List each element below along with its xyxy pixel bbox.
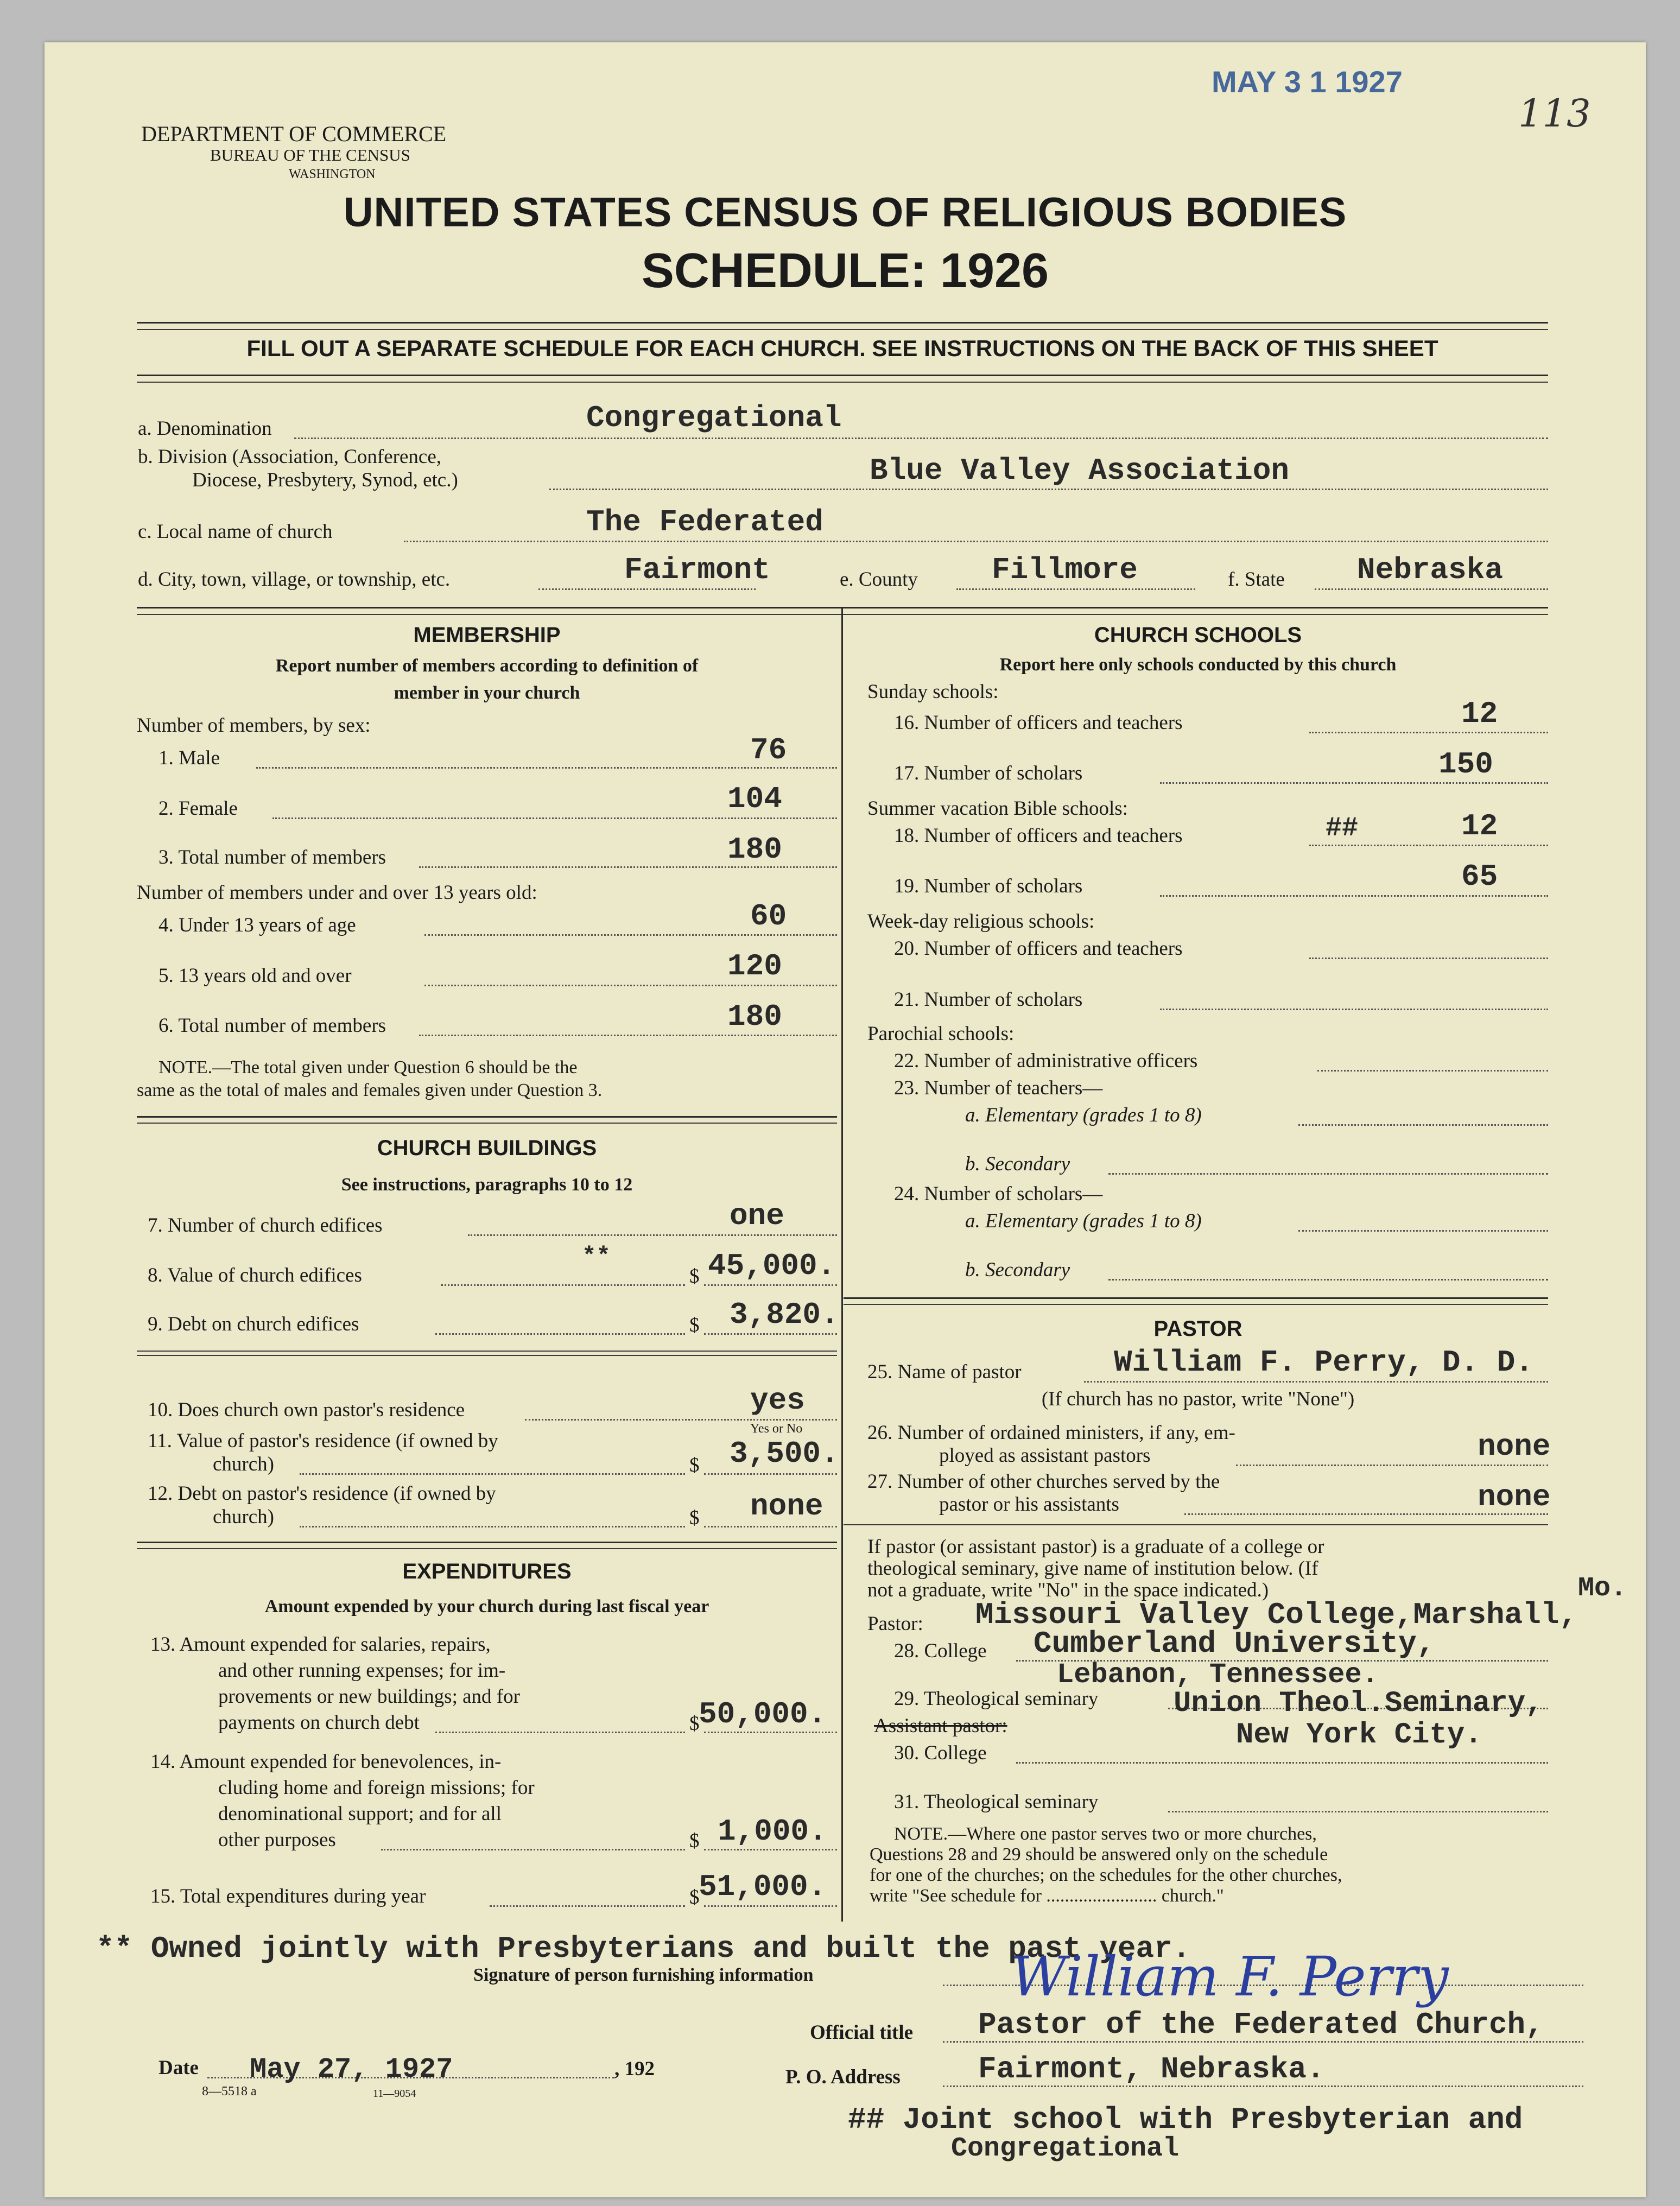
dollar-sign: $ — [689, 1314, 700, 1336]
residence-owned-hint: Yes or No — [750, 1422, 803, 1436]
division-label-line2: Diocese, Presbytery, Synod, etc.) — [192, 469, 458, 491]
dollar-sign: $ — [689, 1886, 700, 1909]
expense-q14-line: other purposes — [218, 1829, 336, 1851]
graduate-instruction-line1: If pastor (or assistant pastor) is a graduate of a college or — [867, 1536, 1324, 1558]
division-value: Blue Valley Association — [870, 453, 1289, 488]
edifices-debt-amount: 3,820. — [730, 1297, 839, 1332]
buildings-subheading: See instructions, paragraphs 10 to 12 — [341, 1175, 633, 1195]
school-q20-label: 20. Number of officers and teachers — [894, 937, 1183, 960]
membership-row-label: 1. Male — [159, 747, 220, 769]
membership-row-label: 5. 13 years old and over — [159, 965, 352, 987]
residence-value-amount: 3,500. — [730, 1436, 839, 1471]
membership-row-label: 4. Under 13 years of age — [159, 914, 356, 936]
county-value: Fillmore — [992, 553, 1138, 587]
signature-label: Signature of person furnishing information — [473, 1965, 814, 1985]
residence-debt-label-line2: church) — [213, 1506, 274, 1528]
form-number: 8—5518 a — [202, 2084, 257, 2099]
school-q17-value: 150 — [1438, 747, 1493, 782]
graduate-instruction-line3: not a graduate, write "No" in the space indicated.) — [867, 1579, 1269, 1601]
pastor-note-line4: write "See schedule for ........................ church." — [870, 1886, 1224, 1906]
department-name: DEPARTMENT OF COMMERCE — [141, 122, 447, 146]
dollar-sign: $ — [689, 1830, 700, 1852]
college-state-abbrev: Mo. — [1578, 1573, 1627, 1604]
owned-jointly-note: ** Owned jointly with Presbyterians and built the past year. — [96, 1931, 1191, 1966]
expenditures-heading: EXPENDITURES — [402, 1560, 572, 1583]
buildings-heading: CHURCH BUILDINGS — [377, 1136, 597, 1160]
expense-total-amount: 51,000. — [699, 1869, 827, 1904]
membership-row-value: 104 — [727, 782, 782, 816]
residence-value-label-line1: 11. Value of pastor's residence (if owned by — [148, 1430, 498, 1452]
schools-subheading: Report here only schools conducted by this church — [999, 655, 1397, 675]
pastor-note-line2: Questions 28 and 29 should be answered only on the schedule — [870, 1844, 1328, 1865]
school-q18-value: 12 — [1461, 809, 1498, 844]
parochial-schools-label: Parochial schools: — [867, 1023, 1015, 1045]
membership-row-label: 2. Female — [159, 797, 238, 820]
residence-debt-label-line1: 12. Debt on pastor's residence (if owned by — [148, 1482, 496, 1505]
graduate-instruction-line2: theological seminary, give name of institution below. (If — [867, 1557, 1318, 1580]
city-value: Fairmont — [624, 553, 770, 587]
bureau-city: WASHINGTON — [289, 167, 376, 181]
membership-row-value: 120 — [727, 949, 782, 984]
division-label-line1: b. Division (Association, Conference, — [138, 446, 441, 468]
summer-schools-label: Summer vacation Bible schools: — [867, 797, 1128, 820]
school-q17-label: 17. Number of scholars — [894, 762, 1083, 784]
assistant-seminary-label: 31. Theological seminary — [894, 1791, 1099, 1813]
sunday-schools-label: Sunday schools: — [867, 681, 999, 703]
school-q24b-label: b. Secondary — [965, 1259, 1070, 1281]
city-label: d. City, town, village, or township, etc. — [138, 568, 451, 591]
joint-school-note-line2: Congregational — [951, 2133, 1180, 2164]
pastor-college-first-line: Missouri Valley College,Marshall, — [975, 1598, 1577, 1632]
expense-q13-amount: 50,000. — [699, 1697, 827, 1732]
school-q16-label: 16. Number of officers and teachers — [894, 712, 1183, 734]
bureau-name: BUREAU OF THE CENSUS — [210, 145, 410, 164]
assistants-label-line2: ployed as assistant pastors — [939, 1444, 1151, 1467]
other-churches-label-line1: 27. Number of other churches served by the — [867, 1470, 1220, 1493]
pastor-note-line1: NOTE.—Where one pastor serves two or more churches, — [894, 1824, 1317, 1844]
college-value-line2: Lebanon, Tennessee. — [1057, 1659, 1379, 1691]
dollar-sign: $ — [689, 1265, 700, 1288]
seminary-label: 29. Theological seminary — [894, 1688, 1099, 1710]
dollar-sign: $ — [689, 1713, 700, 1735]
instruction-banner: FILL OUT A SEPARATE SCHEDULE FOR EACH CHURCH. SEE INSTRUCTIONS ON THE BACK OF THIS SHEET — [246, 335, 1438, 361]
residence-value-label-line2: church) — [213, 1453, 274, 1475]
other-churches-label-line2: pastor or his assistants — [939, 1493, 1119, 1516]
edifices-value-amount: 45,000. — [708, 1248, 836, 1283]
expenditures-subheading: Amount expended by your church during last fiscal year — [264, 1596, 709, 1617]
school-q23a-label: a. Elementary (grades 1 to 8) — [965, 1104, 1202, 1126]
school-q21-label: 21. Number of scholars — [894, 988, 1083, 1011]
joint-school-note-line1: ## Joint school with Presbyterian and — [848, 2102, 1523, 2137]
edifices-count-label: 7. Number of church edifices — [148, 1214, 383, 1237]
seminary-value-line2: New York City. — [1236, 1719, 1482, 1752]
membership-row-value: 76 — [750, 733, 787, 768]
edifices-footnote-mark: ** — [582, 1243, 611, 1270]
school-q24-label: 24. Number of scholars— — [894, 1183, 1103, 1205]
membership-subheading-line2: member in your church — [394, 683, 580, 703]
school-q19-value: 65 — [1461, 859, 1498, 894]
expense-q13-line: payments on church debt — [218, 1711, 420, 1734]
college-label: 28. College — [894, 1640, 987, 1662]
expense-q13-line: and other running expenses; for im- — [218, 1659, 506, 1682]
membership-row-value: 60 — [750, 899, 787, 934]
pastor-name-hint: (If church has no pastor, write "None") — [1041, 1388, 1355, 1410]
local-name-value: The Federated — [586, 505, 823, 540]
local-name-label: c. Local name of church — [138, 521, 333, 543]
membership-note-line2: same as the total of males and females given under Question 3. — [137, 1080, 603, 1100]
pastor-subsection-label: Pastor: — [867, 1613, 923, 1635]
po-address-value: Fairmont, Nebraska. — [978, 2052, 1325, 2087]
expense-q14-line: cluding home and foreign missions; for — [218, 1777, 535, 1799]
pastor-name-value: William F. Perry, D. D. — [1114, 1345, 1533, 1380]
school-q22-label: 22. Number of administrative officers — [894, 1050, 1198, 1072]
denomination-label: a. Denomination — [138, 417, 272, 440]
seminary-value: Union Theol.Seminary, — [1174, 1687, 1543, 1720]
page-number: 113 — [1518, 91, 1591, 136]
assistant-pastor-label: Assistant pastor: — [874, 1715, 1007, 1737]
school-q16-value: 12 — [1461, 696, 1498, 731]
received-date-stamp: MAY 3 1 1927 — [1212, 65, 1403, 99]
membership-row-label: 3. Total number of members — [159, 846, 386, 869]
pastor-note-line3: for one of the churches; on the schedules for the other churches, — [870, 1865, 1342, 1885]
assistants-label-line1: 26. Number of ordained ministers, if any, em- — [867, 1422, 1235, 1444]
dollar-sign: $ — [689, 1507, 700, 1529]
census-form-page — [45, 42, 1646, 2197]
school-q23b-label: b. Secondary — [965, 1153, 1070, 1175]
expense-q14-line: denominational support; and for all — [218, 1803, 502, 1825]
residence-owned-value: yes — [750, 1383, 805, 1418]
schools-heading: CHURCH SCHOOLS — [1094, 623, 1302, 647]
form-subtitle: SCHEDULE: 1926 — [641, 244, 1049, 298]
expense-total-label: 15. Total expenditures during year — [150, 1885, 426, 1907]
expense-q14-line: 14. Amount expended for benevolences, in- — [150, 1751, 502, 1773]
dollar-sign: $ — [689, 1454, 700, 1476]
denomination-value: Congregational — [586, 401, 842, 435]
date-value: May 27, 1927 — [250, 2053, 453, 2085]
form-title: UNITED STATES CENSUS OF RELIGIOUS BODIES — [343, 189, 1347, 236]
school-q19-label: 19. Number of scholars — [894, 875, 1083, 897]
residence-owned-label: 10. Does church own pastor's residence — [148, 1399, 465, 1421]
official-title-value: Pastor of the Federated Church, — [978, 2007, 1544, 2042]
college-value: Cumberland University, — [1034, 1626, 1435, 1661]
weekday-schools-label: Week-day religious schools: — [867, 910, 1095, 933]
assistants-value: none — [1478, 1429, 1551, 1464]
po-address-label: P. O. Address — [785, 2066, 901, 2088]
expense-q14-amount: 1,000. — [718, 1814, 827, 1849]
expense-q13-line: 13. Amount expended for salaries, repairs, — [150, 1633, 491, 1656]
membership-group-by-age: Number of members under and over 13 years old: — [137, 882, 537, 904]
school-q23-label: 23. Number of teachers— — [894, 1077, 1103, 1099]
school-q18-label: 18. Number of officers and teachers — [894, 825, 1183, 847]
state-label: f. State — [1228, 568, 1285, 591]
date-year-suffix: , 192 — [614, 2058, 655, 2080]
school-q18-footnote-mark: ## — [1326, 813, 1359, 844]
school-q24a-label: a. Elementary (grades 1 to 8) — [965, 1210, 1202, 1232]
membership-subheading-line1: Report number of members according to definition of — [275, 656, 699, 676]
assistant-college-label: 30. College — [894, 1742, 987, 1764]
membership-note-line1: NOTE.—The total given under Question 6 should be the — [159, 1057, 578, 1077]
pastor-signature: William F. Perry — [1011, 1945, 1449, 2008]
residence-debt-amount: none — [750, 1489, 823, 1524]
official-title-label: Official title — [810, 2021, 914, 2044]
other-churches-value: none — [1478, 1480, 1551, 1514]
date-label: Date — [159, 2057, 199, 2079]
edifices-value-label: 8. Value of church edifices — [148, 1264, 362, 1286]
pastor-heading: PASTOR — [1153, 1317, 1242, 1341]
pastor-name-label: 25. Name of pastor — [867, 1361, 1022, 1383]
membership-row-value: 180 — [727, 832, 782, 867]
expense-q13-line: provements or new buildings; and for — [218, 1685, 520, 1708]
membership-row-label: 6. Total number of members — [159, 1015, 386, 1037]
county-label: e. County — [840, 568, 918, 591]
membership-row-value: 180 — [727, 999, 782, 1034]
edifices-debt-label: 9. Debt on church edifices — [148, 1313, 359, 1335]
state-value: Nebraska — [1357, 553, 1503, 587]
membership-group-by-sex: Number of members, by sex: — [137, 714, 371, 737]
form-number-secondary: 11—9054 — [373, 2088, 416, 2100]
edifices-count-value: one — [730, 1199, 784, 1233]
membership-heading: MEMBERSHIP — [413, 623, 561, 647]
